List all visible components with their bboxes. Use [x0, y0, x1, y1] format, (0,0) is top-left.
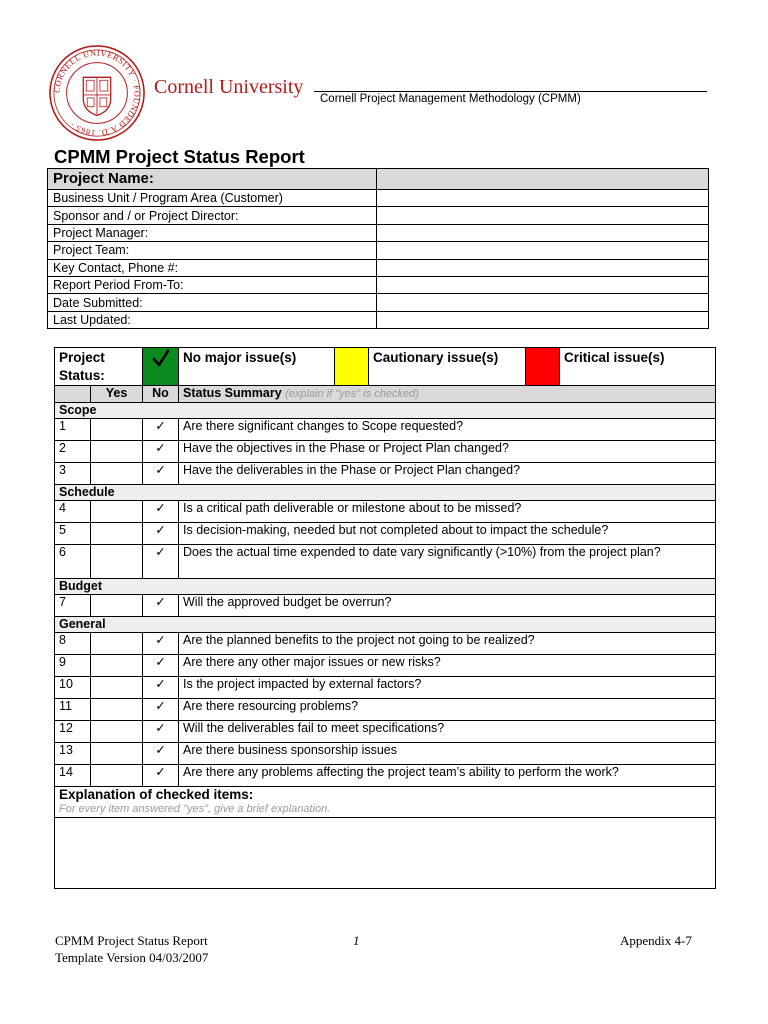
- yes-checkbox-cell[interactable]: [91, 743, 143, 765]
- project-name-row: [48, 169, 709, 190]
- yes-checkbox-cell[interactable]: [91, 463, 143, 485]
- question-text: Are the planned benefits to the project not going to be realized?: [179, 633, 716, 655]
- yes-checkbox-cell[interactable]: [91, 419, 143, 441]
- no-check-mark[interactable]: ✓: [143, 765, 179, 787]
- question-row: [55, 721, 716, 743]
- status-green-swatch[interactable]: [143, 348, 179, 386]
- explanation-header-row: [55, 787, 716, 818]
- question-number: 13: [55, 743, 91, 765]
- number-column-header: [55, 386, 91, 403]
- explanation-text-area[interactable]: [55, 818, 716, 889]
- no-check-mark[interactable]: ✓: [143, 595, 179, 617]
- question-number: 9: [55, 655, 91, 677]
- info-row-value[interactable]: [377, 276, 709, 293]
- info-row: [48, 224, 709, 241]
- checkmark-icon: [151, 349, 171, 369]
- info-row-label: Project Manager:: [48, 224, 377, 241]
- status-yellow-swatch[interactable]: [335, 348, 369, 386]
- question-row: [55, 633, 716, 655]
- question-row: [55, 463, 716, 485]
- question-text: Are there significant changes to Scope requested?: [179, 419, 716, 441]
- info-row-value[interactable]: [377, 224, 709, 241]
- info-row-label: Report Period From-To:: [48, 276, 377, 293]
- project-name-label: Project Name:: [48, 169, 377, 190]
- legend-no-major-issues: No major issue(s): [179, 348, 335, 386]
- no-check-mark[interactable]: ✓: [143, 441, 179, 463]
- status-red-swatch[interactable]: [526, 348, 560, 386]
- section-title: General: [55, 617, 716, 633]
- info-row: [48, 276, 709, 293]
- explanation-title: Explanation of checked items:: [59, 787, 254, 802]
- university-name: Cornell University: [154, 76, 304, 98]
- info-row: [48, 242, 709, 259]
- project-info-table: [47, 168, 709, 329]
- footer-title: CPMM Project Status Report: [55, 933, 208, 948]
- no-column-header: No: [143, 386, 179, 403]
- no-check-mark[interactable]: ✓: [143, 523, 179, 545]
- question-text: Are there any problems affecting the project team’s ability to perform the work?: [179, 765, 716, 787]
- yes-checkbox-cell[interactable]: [91, 441, 143, 463]
- question-number: 11: [55, 699, 91, 721]
- section-title: Budget: [55, 579, 716, 595]
- yes-checkbox-cell[interactable]: [91, 501, 143, 523]
- question-number: 10: [55, 677, 91, 699]
- footer-appendix: Appendix 4-7: [620, 933, 692, 948]
- info-row-label: Project Team:: [48, 242, 377, 259]
- info-row-value[interactable]: [377, 242, 709, 259]
- question-row: [55, 441, 716, 463]
- status-column-header-row: [55, 386, 716, 403]
- question-number: 12: [55, 721, 91, 743]
- question-row: [55, 419, 716, 441]
- status-legend-row: [55, 348, 716, 386]
- section-row-general: [55, 617, 716, 633]
- methodology-subtitle: Cornell Project Management Methodology (CPMM): [320, 93, 581, 105]
- info-row: [48, 207, 709, 224]
- question-text: Is decision-making, needed but not completed about to impact the schedule?: [179, 523, 716, 545]
- info-row-label: Business Unit / Program Area (Customer): [48, 190, 377, 207]
- status-summary-header: [179, 386, 716, 403]
- question-text: Will the approved budget be overrun?: [179, 595, 716, 617]
- question-number: 2: [55, 441, 91, 463]
- no-check-mark[interactable]: ✓: [143, 633, 179, 655]
- question-number: 5: [55, 523, 91, 545]
- info-row-value[interactable]: [377, 294, 709, 311]
- footer-page-number: 1: [353, 933, 360, 948]
- section-row-scope: [55, 403, 716, 419]
- yes-checkbox-cell[interactable]: [91, 595, 143, 617]
- no-check-mark[interactable]: ✓: [143, 721, 179, 743]
- question-text: Are there resourcing problems?: [179, 699, 716, 721]
- yes-checkbox-cell[interactable]: [91, 655, 143, 677]
- info-row-value[interactable]: [377, 259, 709, 276]
- explanation-header: [55, 787, 716, 818]
- info-row: [48, 190, 709, 207]
- question-row: [55, 501, 716, 523]
- section-row-schedule: [55, 485, 716, 501]
- section-title: Schedule: [55, 485, 716, 501]
- legend-critical-issues: Critical issue(s): [560, 348, 716, 386]
- info-row-label: Date Submitted:: [48, 294, 377, 311]
- header-rule: [314, 91, 707, 92]
- no-check-mark[interactable]: ✓: [143, 419, 179, 441]
- yes-column-header: Yes: [91, 386, 143, 403]
- question-text: Are there any other major issues or new risks?: [179, 655, 716, 677]
- info-row-label: Key Contact, Phone #:: [48, 259, 377, 276]
- question-row: [55, 523, 716, 545]
- status-summary-label: Status Summary: [183, 386, 282, 400]
- info-row: [48, 259, 709, 276]
- no-check-mark[interactable]: ✓: [143, 655, 179, 677]
- question-text: Are there business sponsorship issues: [179, 743, 716, 765]
- question-number: 3: [55, 463, 91, 485]
- info-row-label: Sponsor and / or Project Director:: [48, 207, 377, 224]
- question-number: 1: [55, 419, 91, 441]
- no-check-mark[interactable]: ✓: [143, 699, 179, 721]
- info-row-value[interactable]: [377, 207, 709, 224]
- no-check-mark[interactable]: ✓: [143, 463, 179, 485]
- no-check-mark[interactable]: ✓: [143, 743, 179, 765]
- question-number: 7: [55, 595, 91, 617]
- explanation-hint: For every item answered "yes", give a brief explanation.: [59, 803, 331, 815]
- info-row: [48, 294, 709, 311]
- section-row-budget: [55, 579, 716, 595]
- no-check-mark[interactable]: ✓: [143, 501, 179, 523]
- yes-checkbox-cell[interactable]: [91, 721, 143, 743]
- question-text: Have the objectives in the Phase or Project Plan changed?: [179, 441, 716, 463]
- question-text: Have the deliverables in the Phase or Project Plan changed?: [179, 463, 716, 485]
- question-text: Will the deliverables fail to meet specifications?: [179, 721, 716, 743]
- project-name-value[interactable]: [377, 169, 709, 190]
- footer-version: Template Version 04/03/2007: [55, 950, 209, 965]
- info-row-value[interactable]: [377, 190, 709, 207]
- question-number: 8: [55, 633, 91, 655]
- project-status-table: [54, 347, 716, 889]
- info-row: [48, 311, 709, 328]
- explanation-body-row: [55, 818, 716, 889]
- status-summary-hint: (explain if "yes" is checked): [285, 388, 419, 400]
- question-row: [55, 595, 716, 617]
- info-row-value[interactable]: [377, 311, 709, 328]
- yes-checkbox-cell[interactable]: [91, 633, 143, 655]
- question-text: Does the actual time expended to date vary significantly (>10%) from the project plan?: [179, 545, 716, 579]
- seal-text: CORNELL UNIVERSITY · FOUNDED A.D. 1865 ·: [52, 48, 142, 138]
- question-number: 4: [55, 501, 91, 523]
- legend-cautionary-issues: Cautionary issue(s): [369, 348, 526, 386]
- project-status-label: Project Status:: [55, 348, 143, 386]
- question-row: [55, 677, 716, 699]
- yes-checkbox-cell[interactable]: [91, 699, 143, 721]
- question-number: 6: [55, 545, 91, 579]
- no-check-mark[interactable]: ✓: [143, 545, 179, 579]
- no-check-mark[interactable]: ✓: [143, 677, 179, 699]
- question-row: [55, 545, 716, 579]
- yes-checkbox-cell[interactable]: [91, 677, 143, 699]
- question-row: [55, 699, 716, 721]
- yes-checkbox-cell[interactable]: [91, 765, 143, 787]
- info-row-label: Last Updated:: [48, 311, 377, 328]
- question-row: [55, 765, 716, 787]
- question-text: Is the project impacted by external factors?: [179, 677, 716, 699]
- cornell-seal-logo: [48, 44, 146, 142]
- report-title: CPMM Project Status Report: [54, 146, 305, 167]
- question-text: Is a critical path deliverable or milestone about to be missed?: [179, 501, 716, 523]
- section-title: Scope: [55, 403, 716, 419]
- question-number: 14: [55, 765, 91, 787]
- yes-checkbox-cell[interactable]: [91, 523, 143, 545]
- question-row: [55, 743, 716, 765]
- yes-checkbox-cell[interactable]: [91, 545, 143, 579]
- question-row: [55, 655, 716, 677]
